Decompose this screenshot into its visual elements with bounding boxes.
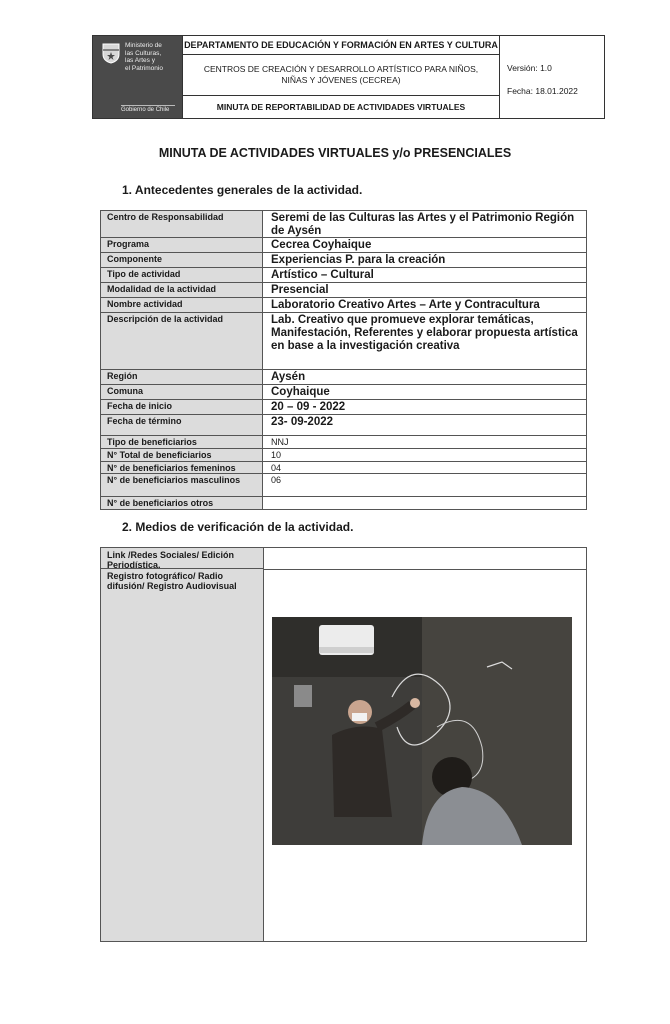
table-row: Programa Cecrea Coyhaique xyxy=(101,237,586,252)
links-label: Link /Redes Sociales/ Edición Periodística. xyxy=(101,548,263,569)
table-row: Comuna Coyhaique xyxy=(101,384,586,399)
coat-of-arms-icon xyxy=(101,42,121,64)
government-label: Gobierno de Chile xyxy=(121,105,175,113)
department-name: DEPARTAMENTO DE EDUCACIÓN Y FORMACIÓN EN ARTES Y CULTURA xyxy=(183,36,499,55)
table-row: Región Aysén xyxy=(101,369,586,384)
table-row: Fecha de inicio 20 – 09 - 2022 xyxy=(101,399,586,414)
table-row: N° de beneficiarios otros xyxy=(101,496,586,509)
document-subtitle: MINUTA DE REPORTABILIDAD DE ACTIVIDADES VIRTUALES xyxy=(216,102,466,112)
table-row: Tipo de beneficiarios NNJ xyxy=(101,435,586,448)
section-2-heading: 2. Medios de verificación de la actividad. xyxy=(122,520,354,534)
header-center xyxy=(183,36,500,118)
ministry-name: Ministerio de las Culturas, las Artes y el Patrimonio xyxy=(125,42,163,72)
table-row: N° Total de beneficiarios 10 xyxy=(101,448,586,461)
table-row: Nombre actividad Laboratorio Creativo Artes – Arte y Contracultura xyxy=(101,297,586,312)
table-row: N° de beneficiarios femeninos 04 xyxy=(101,461,586,473)
version-label: Versión: 1.0 xyxy=(507,63,552,73)
header-meta xyxy=(500,36,604,118)
section-1-heading: 1. Antecedentes generales de la actividad. xyxy=(122,183,363,197)
table-row: Tipo de actividad Artístico – Cultural xyxy=(101,267,586,282)
table-row: Fecha de término 23- 09-2022 xyxy=(101,414,586,435)
general-info-table xyxy=(100,210,587,510)
verification-labels xyxy=(101,548,264,941)
header-table xyxy=(92,35,605,119)
activity-photo xyxy=(272,617,572,845)
date-label: Fecha: 18.01.2022 xyxy=(507,86,578,96)
table-row: Modalidad de la actividad Presencial xyxy=(101,282,586,297)
media-label: Registro fotográfico/ Radio difusión/ Registro Audiovisual xyxy=(107,571,237,591)
table-row: N° de beneficiarios masculinos 06 xyxy=(101,473,586,496)
photo-illustration xyxy=(272,617,572,845)
table-row: Centro de Responsabilidad Seremi de las Culturas las Artes y el Patrimonio Región de Aysén xyxy=(101,211,586,237)
table-row: Componente Experiencias P. para la creación xyxy=(101,252,586,267)
table-row: Descripción de la actividad Lab. Creativo que promueve explorar temáticas, Manifestación, Referentes y elaborar propuesta artística en base a la investigación creativa xyxy=(101,312,586,369)
program-name: CENTROS DE CREACIÓN Y DESARROLLO ARTÍSTICO PARA NIÑOS, NIÑAS Y JÓVENES (CECREA) xyxy=(183,55,499,96)
ministry-logo xyxy=(93,36,183,118)
page-title: MINUTA DE ACTIVIDADES VIRTUALES y/o PRESENCIALES xyxy=(158,146,512,160)
